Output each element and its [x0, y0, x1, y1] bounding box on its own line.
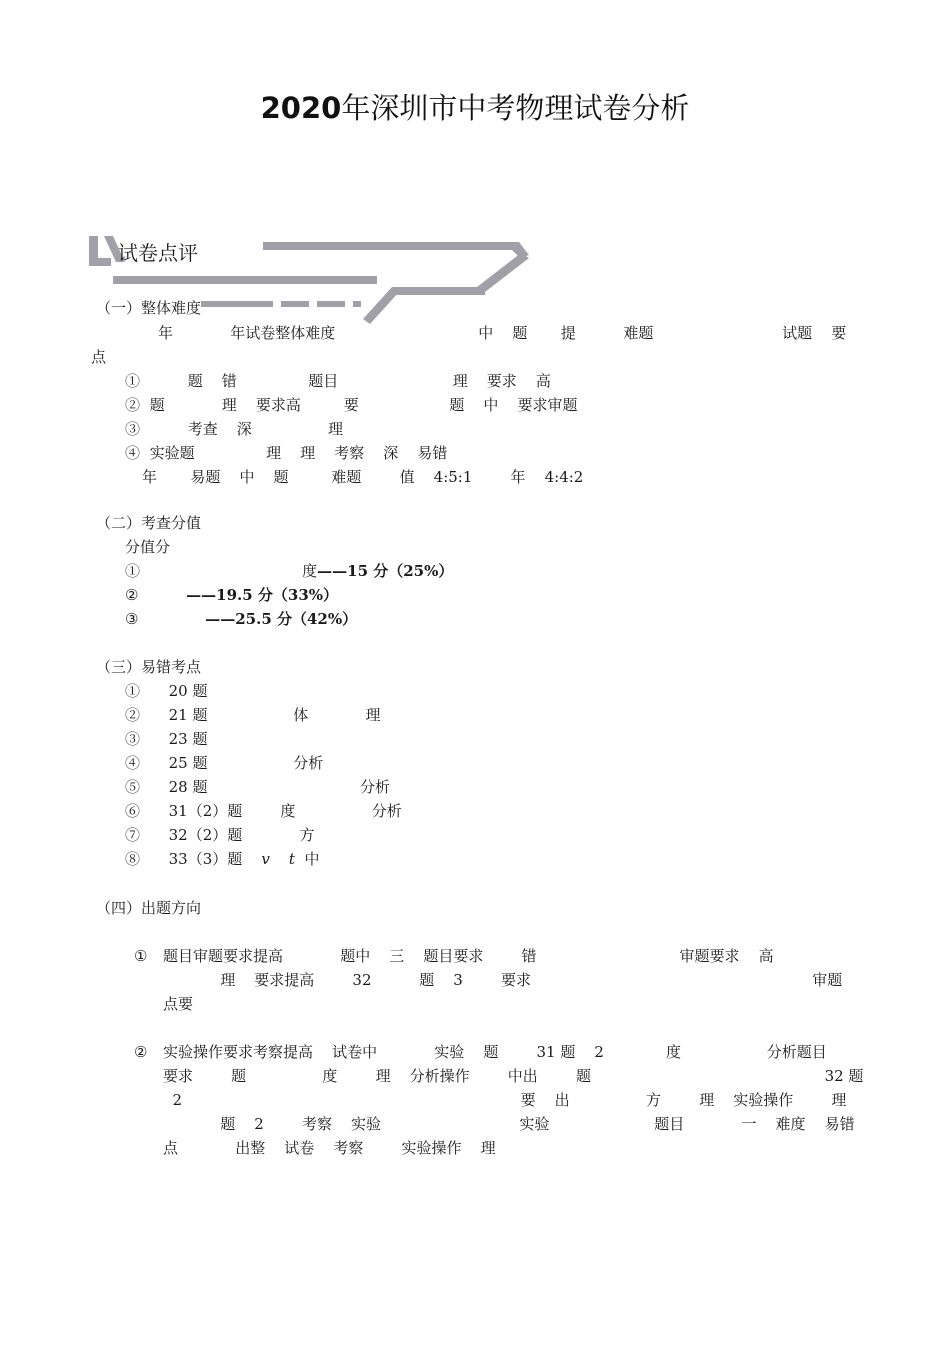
banner-left-diagonal [363, 287, 399, 324]
item-score: ——19.5 分（33%） [186, 586, 339, 604]
banner-dash-1 [201, 301, 273, 307]
part3-item-3 [125, 729, 207, 749]
part3-item-1 [125, 681, 207, 701]
item-text-mid [270, 850, 289, 868]
part4-item2-line2: 要求 题 度 理 分析操作 中出 题 32 题 [163, 1067, 864, 1085]
item-mark: ③ [125, 610, 139, 628]
item-mark: ④ [125, 754, 141, 772]
item-mark: ② [125, 396, 141, 414]
item-mark: ③ [125, 730, 141, 748]
part2-item-1 [125, 561, 453, 581]
item-mark: ④ [125, 444, 141, 462]
item-text-end: 中 [294, 850, 320, 868]
item-mark: ① [125, 562, 141, 580]
item-text: 28 题 分析 [168, 778, 391, 796]
item-text [138, 610, 205, 628]
part3-item-7 [125, 825, 314, 845]
part1-item-2 [125, 395, 578, 415]
item-text: 23 题 [168, 730, 208, 748]
item-text: 33（3）题 [168, 850, 262, 868]
part4-item2-line5: 点 出整 试卷 考察 实验操作 理 [163, 1139, 496, 1157]
part3-item-2 [125, 705, 381, 725]
item-text: 21 题 体 理 [168, 706, 381, 724]
item-text: 度 [140, 562, 318, 580]
item-mark: ⑤ [125, 778, 141, 796]
part1-line1: 年 年试卷整体难度 中 题 提 难题 试题 要 [158, 324, 847, 342]
item-text: 20 题 [168, 682, 208, 700]
item-mark: ⑦ [125, 826, 141, 844]
part3-heading: （三）易错考点 [96, 658, 202, 676]
banner-top-bar [263, 242, 529, 258]
part3-item-6 [125, 801, 402, 821]
title-text: 年深圳市中考物理试卷分析 [341, 91, 690, 125]
variable-t: t [288, 850, 295, 868]
item-mark: ① [125, 682, 141, 700]
item-text: 题 理 要求高 要 题 中 要求审题 [149, 396, 578, 414]
variable-v: v [261, 850, 270, 868]
banner-left-bar [113, 276, 377, 284]
part1-item-4 [125, 443, 447, 463]
part4-item1-line3: 点要 [163, 995, 194, 1013]
part4-item2-line4: 题 2 考察 实验 实验 题目 一 难度 易错 [163, 1115, 855, 1133]
item-mark: ⑧ [125, 850, 141, 868]
part1-ratio-line: 年 易题 中 题 难题 值 4:5:1 年 4:4:2 [142, 468, 584, 486]
part1-heading: （一）整体难度 [96, 299, 202, 317]
banner-dash-2 [281, 301, 309, 307]
part3-item-8 [125, 849, 319, 869]
banner-bracket-bottom [89, 258, 111, 266]
part3-item-4 [125, 753, 323, 773]
part4-item1-line1: 题目审题要求提高 题中 三 题目要求 错 审题要求 高 [163, 947, 774, 965]
item-mark: ⑥ [125, 802, 141, 820]
part4-heading: （四）出题方向 [96, 899, 202, 917]
part1-line1b: 点 [91, 348, 107, 366]
item-text: 32（2）题 方 [168, 826, 315, 844]
item-text: 25 题 分析 [168, 754, 324, 772]
part2-item-3 [125, 609, 357, 629]
part4-item1-line2: 理 要求提高 32 题 3 要求 审题 [163, 971, 843, 989]
item-mark: ② [125, 586, 139, 604]
part4-item2-line3: 2 要 出 方 理 实验操作 理 [163, 1091, 847, 1109]
section-label: 试卷点评 [118, 241, 198, 265]
item-score: ——25.5 分（42%） [205, 610, 358, 628]
title-year: 2020 [260, 91, 342, 125]
item-score: ——15 分（25%） [317, 562, 454, 580]
item-text: 31（2）题 度 分析 [168, 802, 402, 820]
item-text: 考查 深 理 [140, 420, 344, 438]
part2-heading: （二）考查分值 [96, 514, 202, 532]
item-mark: ② [125, 706, 141, 724]
banner-bottom-bar [392, 287, 485, 295]
banner-dash-3 [317, 301, 345, 307]
part2-sub: 分值分 [125, 538, 171, 556]
item-text: 题 错 题目 理 要求 高 [140, 372, 551, 390]
item-mark: ③ [125, 420, 141, 438]
part2-item-2 [125, 585, 338, 605]
part1-item-3 [125, 419, 343, 439]
banner-dash-4 [353, 301, 361, 307]
banner-right-diagonal [477, 253, 529, 292]
part1-item-1 [125, 371, 551, 391]
part4-item2-line1: 实验操作要求考察提高 试卷中 实验 题 31 题 2 度 分析题目 [163, 1043, 827, 1061]
part3-item-5 [125, 777, 390, 797]
item-text: 实验题 理 理 考察 深 易错 [149, 444, 448, 462]
section-banner-decoration [0, 0, 950, 340]
item-text [138, 586, 186, 604]
part4-item2-mark: ② [134, 1043, 148, 1061]
part4-item1-mark: ① [134, 947, 148, 965]
item-mark: ① [125, 372, 141, 390]
